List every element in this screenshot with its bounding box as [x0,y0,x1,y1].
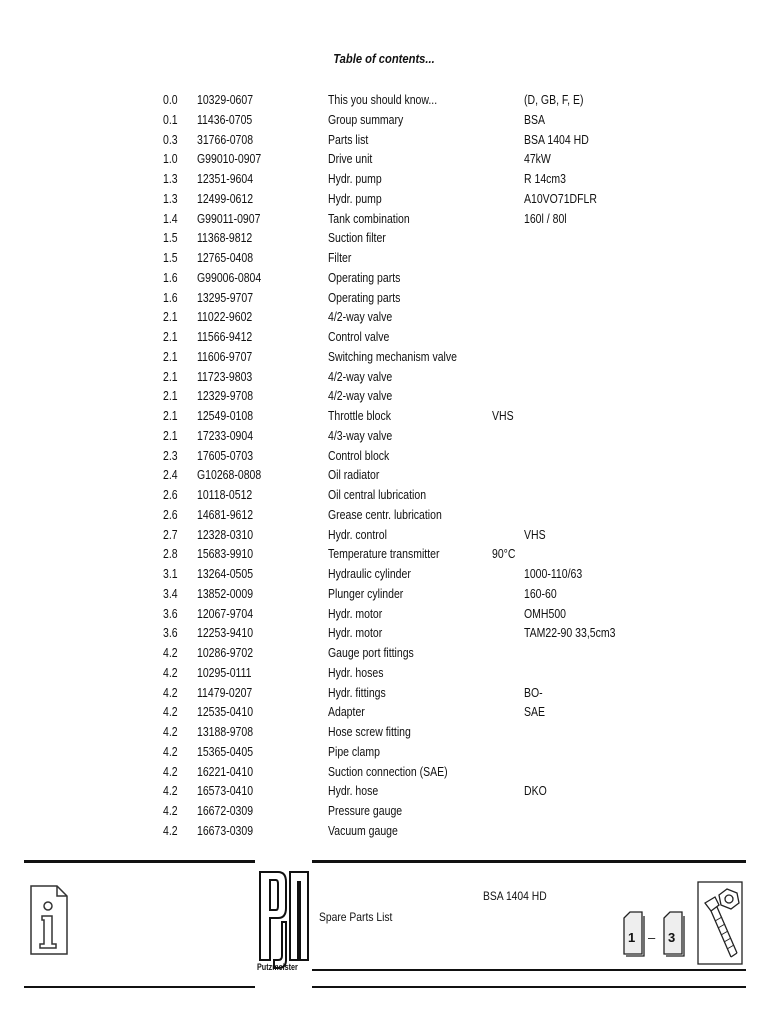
toc-description: Operating parts [328,290,401,305]
toc-row [0,565,768,585]
toc-section-number: 4.2 [163,665,178,680]
toc-part-number: 15365-0405 [197,744,254,759]
toc-row [0,802,768,822]
toc-part-number: 17233-0904 [197,428,254,443]
toc-row [0,466,768,486]
toc-row [0,486,768,506]
toc-part-number: 13264-0505 [197,567,254,581]
toc-section-number: 2.8 [163,547,178,562]
toc-part-number: 12253-9410 [197,626,254,641]
toc-description: Parts list [328,132,369,147]
toc-specification: 160l / 80l [524,211,567,226]
toc-row [0,170,768,190]
toc-description: Drive unit [328,152,373,167]
toc-row [0,91,768,111]
toc-part-number: G99010-0907 [197,152,262,167]
toc-section-number: 2.1 [163,389,178,404]
toc-row [0,447,768,467]
toc-section-number: 2.6 [163,507,178,522]
toc-part-number: 10295-0111 [197,665,252,680]
toc-section-number: 2.1 [163,369,178,384]
toc-part-number: 12765-0408 [197,251,254,265]
toc-description: Plunger cylinder [328,586,404,601]
toc-description: Hydr. motor [328,626,383,641]
toc-specification: R 14cm3 [524,172,567,186]
toc-row [0,526,768,546]
bolt-nut-icon [697,881,743,965]
toc-specification: 1000-110/63 [524,567,583,581]
toc-row [0,723,768,743]
toc-part-number: 11723-9803 [197,369,253,384]
toc-part-number: 16221-0410 [197,764,254,779]
toc-row [0,763,768,783]
toc-part-number: 16673-0309 [197,823,254,838]
toc-description: Hydr. hoses [328,665,384,680]
toc-section-number: 4.2 [163,823,178,838]
toc-description: Temperature transmitter [328,547,440,562]
toc-section-number: 4.2 [163,784,178,799]
toc-row [0,111,768,131]
toc-row [0,506,768,526]
toc-description: Hydr. motor [328,606,383,621]
footer-rule-mid-right [312,969,746,971]
toc-row [0,249,768,269]
toc-section-number: 1.6 [163,270,178,285]
toc-description: Grease centr. lubrication [328,507,442,522]
toc-description: Throttle block [328,409,392,423]
toc-section-number: 1.4 [163,211,178,226]
toc-section-number: 4.2 [163,764,178,779]
toc-part-number: 11566-9412 [197,330,253,344]
toc-row [0,387,768,407]
toc-part-number: 11479-0207 [197,685,253,700]
toc-specification: TAM22-90 33,5cm3 [524,626,616,641]
toc-row [0,368,768,388]
toc-part-number: 12328-0310 [197,527,254,542]
page-indicator [622,910,688,960]
toc-part-number: 15683-9910 [197,547,254,562]
page-total: 3 [668,930,676,945]
machine-label: BSA 1404 HD [483,889,547,903]
toc-section-number: 2.3 [163,448,178,463]
toc-part-number: 16573-0410 [197,784,254,799]
toc-description: Filter [328,251,352,265]
toc-description: Oil central lubrication [328,488,427,502]
toc-description: Switching mechanism valve [328,349,457,364]
toc-part-number: 12499-0612 [197,191,254,206]
toc-part-number: 13188-9708 [197,725,254,739]
toc-section-number: 3.6 [163,606,178,621]
toc-section-number: 0.0 [163,93,178,107]
toc-section-number: 0.1 [163,112,178,127]
toc-note: VHS [492,409,514,423]
toc-specification: BSA 1404 HD [524,132,589,147]
toc-description: Suction connection (SAE) [328,764,448,779]
doc-type-label: Spare Parts List [319,910,393,924]
page-title: Table of contents... [333,51,435,66]
page-current: 1 [628,930,636,945]
toc-specification: VHS [524,527,546,542]
page-separator: – [648,930,656,945]
toc-description: This you should know... [328,93,438,107]
toc-list [0,91,768,842]
toc-specification: BSA [524,112,546,127]
toc-specification: SAE [524,705,546,720]
toc-description: Control block [328,448,390,463]
toc-description: Adapter [328,705,365,720]
toc-row [0,407,768,427]
toc-section-number: 1.5 [163,231,178,246]
toc-description: 4/2-way valve [328,310,393,325]
toc-part-number: 11436-0705 [197,112,253,127]
toc-section-number: 2.1 [163,310,178,325]
toc-part-number: 13852-0009 [197,586,254,601]
toc-section-number: 1.3 [163,172,178,186]
toc-section-number: 2.1 [163,409,178,423]
info-i-icon [29,884,69,956]
toc-specification: BO- [524,685,543,700]
toc-section-number: 4.2 [163,705,178,720]
toc-section-number: 2.1 [163,349,178,364]
toc-row [0,427,768,447]
toc-part-number: 12549-0108 [197,409,254,423]
toc-row [0,328,768,348]
toc-row [0,348,768,368]
toc-row [0,624,768,644]
toc-part-number: 31766-0708 [197,132,254,147]
toc-row [0,703,768,723]
toc-part-number: 17605-0703 [197,448,254,463]
toc-description: Operating parts [328,270,401,285]
toc-section-number: 4.2 [163,804,178,818]
toc-description: Gauge port fittings [328,646,414,660]
toc-section-number: 1.3 [163,191,178,206]
toc-description: Hydr. fittings [328,685,386,700]
toc-note: 90°C [492,547,516,562]
toc-section-number: 2.4 [163,468,178,483]
footer-rule-bottom-left [24,986,255,988]
toc-part-number: 11022-9602 [197,310,253,325]
toc-description: Hydr. pump [328,191,382,206]
toc-section-number: 3.6 [163,626,178,641]
toc-section-number: 2.7 [163,527,178,542]
toc-row [0,644,768,664]
toc-specification: OMH500 [524,606,567,621]
toc-part-number: 11606-9707 [197,349,253,364]
toc-description: Suction filter [328,231,386,246]
toc-part-number: 14681-9612 [197,507,254,522]
toc-section-number: 2.1 [163,330,178,344]
toc-description: Group summary [328,112,404,127]
toc-row [0,664,768,684]
toc-part-number: 12351-9604 [197,172,254,186]
toc-section-number: 4.2 [163,646,178,660]
toc-section-number: 3.1 [163,567,178,581]
toc-section-number: 2.1 [163,428,178,443]
footer-rule-bottom-right [312,986,746,988]
toc-part-number: G99011-0907 [197,211,261,226]
toc-row [0,269,768,289]
toc-row [0,684,768,704]
toc-description: 4/2-way valve [328,389,393,404]
toc-row [0,131,768,151]
toc-section-number: 3.4 [163,586,178,601]
toc-row [0,743,768,763]
toc-description: Hydraulic cylinder [328,567,411,581]
toc-part-number: 12535-0410 [197,705,254,720]
toc-description: Hydr. hose [328,784,379,799]
toc-row [0,229,768,249]
toc-section-number: 0.3 [163,132,178,147]
toc-row [0,150,768,170]
toc-row [0,605,768,625]
toc-row [0,210,768,230]
toc-row [0,190,768,210]
logo-text: Putzmeister [257,962,298,972]
toc-specification: A10VO71DFLR [524,191,597,206]
footer-rule-top-right [312,860,746,863]
toc-part-number: G10268-0808 [197,468,262,483]
toc-part-number: 12329-9708 [197,389,254,404]
toc-part-number: 10118-0512 [197,488,253,502]
toc-part-number: 12067-9704 [197,606,254,621]
toc-section-number: 4.2 [163,685,178,700]
toc-part-number: G99006-0804 [197,270,262,285]
toc-specification: (D, GB, F, E) [524,93,584,107]
toc-section-number: 1.0 [163,152,178,167]
toc-row [0,545,768,565]
footer-rule-top-left [24,860,255,863]
toc-section-number: 1.5 [163,251,178,265]
toc-description: Hydr. control [328,527,387,542]
toc-section-number: 4.2 [163,744,178,759]
toc-part-number: 10329-0607 [197,93,254,107]
toc-specification: DKO [524,784,547,799]
toc-part-number: 10286-9702 [197,646,254,660]
toc-part-number: 11368-9812 [197,231,253,246]
toc-part-number: 16672-0309 [197,804,254,818]
toc-section-number: 1.6 [163,290,178,305]
toc-description: Pipe clamp [328,744,380,759]
toc-specification: 47kW [524,152,551,167]
toc-section-number: 4.2 [163,725,178,739]
toc-description: Oil radiator [328,468,380,483]
toc-description: 4/3-way valve [328,428,393,443]
toc-description: Tank combination [328,211,410,226]
toc-description: Control valve [328,330,390,344]
toc-description: Hose screw fitting [328,725,411,739]
toc-description: Pressure gauge [328,804,403,818]
toc-row [0,289,768,309]
toc-specification: 160-60 [524,586,557,601]
toc-section-number: 2.6 [163,488,178,502]
toc-description: 4/2-way valve [328,369,393,384]
toc-description: Hydr. pump [328,172,382,186]
toc-description: Vacuum gauge [328,823,398,838]
putzmeister-logo [256,868,312,974]
toc-part-number: 13295-9707 [197,290,254,305]
toc-row [0,585,768,605]
toc-row [0,782,768,802]
toc-row [0,822,768,842]
toc-row [0,308,768,328]
